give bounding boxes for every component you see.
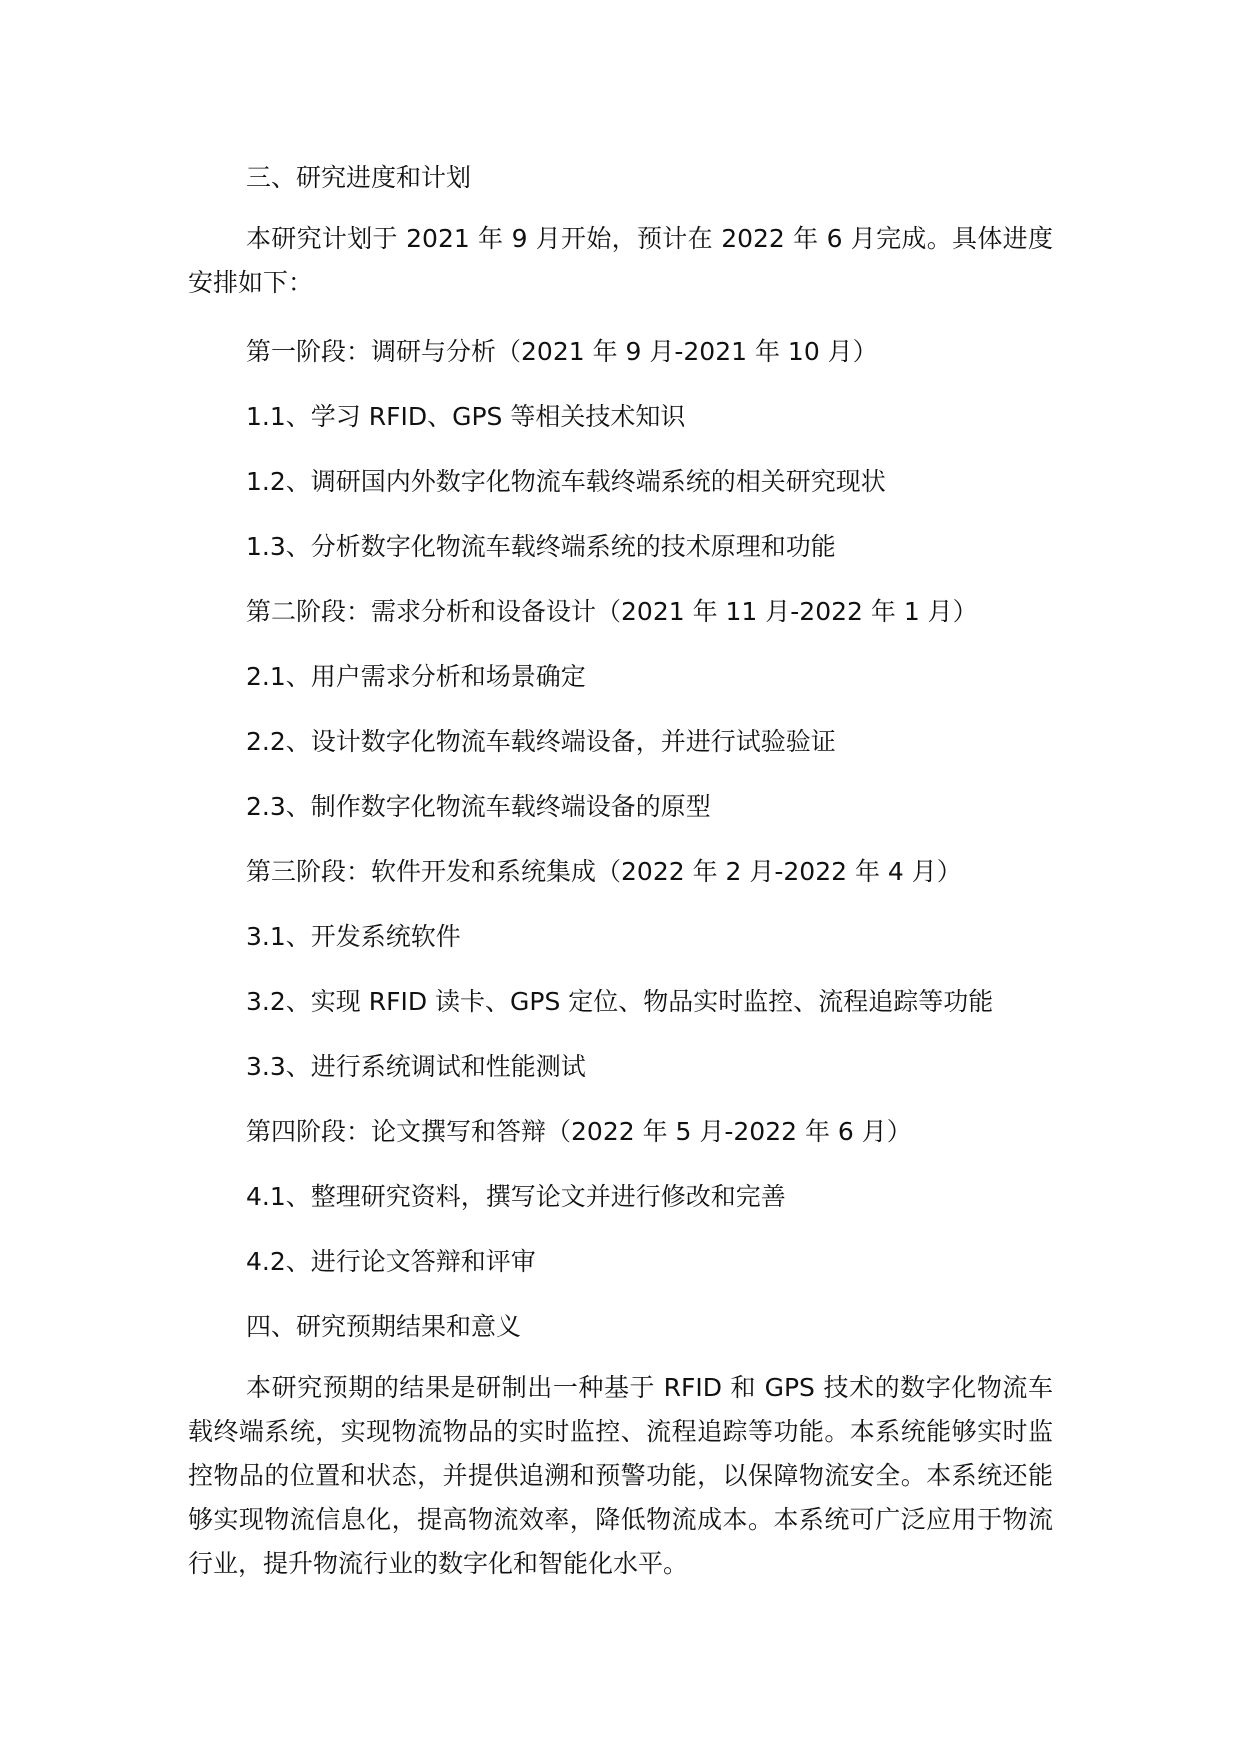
stage-2-item-3: 2.3、制作数字化物流车载终端设备的原型 [246,792,711,821]
stage-3-item-1: 3.1、开发系统软件 [246,922,461,951]
stage-4-item-2: 4.2、进行论文答辩和评审 [246,1247,536,1276]
stage-3-item-3: 3.3、进行系统调试和性能测试 [246,1052,586,1081]
stage-4-item-1: 4.1、整理研究资料，撰写论文并进行修改和完善 [246,1182,786,1211]
stage-3-title: 第三阶段：软件开发和系统集成（2022 年 2 月-2022 年 4 月） [246,857,962,886]
stage-1-item-1: 1.1、学习 RFID、GPS 等相关技术知识 [246,402,686,431]
stage-1-title: 第一阶段：调研与分析（2021 年 9 月-2021 年 10 月） [246,337,878,366]
stage-2-title: 第二阶段：需求分析和设备设计（2021 年 11 月-2022 年 1 月） [246,597,978,626]
stage-2-item-1: 2.1、用户需求分析和场景确定 [246,662,586,691]
stage-4-title: 第四阶段：论文撰写和答辩（2022 年 5 月-2022 年 6 月） [246,1117,912,1146]
document-body [188,152,1053,1586]
stage-3-item-2: 3.2、实现 RFID 读卡、GPS 定位、物品实时监控、流程追踪等功能 [246,987,994,1016]
section-heading-expected-results: 四、研究预期结果和意义 [246,1312,522,1341]
stage-1-item-3: 1.3、分析数字化物流车载终端系统的技术原理和功能 [246,532,836,561]
stage-2-item-2: 2.2、设计数字化物流车载终端设备，并进行试验验证 [246,727,836,756]
section-heading-progress: 三、研究进度和计划 [246,163,472,192]
progress-intro-paragraph: 本研究计划于 2021 年 9 月开始，预计在 2022 年 6 月完成。具体进度安排如下： [188,224,1053,297]
expected-results-paragraph: 本研究预期的结果是研制出一种基于 RFID 和 GPS 技术的数字化物流车载终端系统，实现物流物品的实时监控、流程追踪等功能。本系统能够实时监控物品的位置和状态，并提供追溯和预警功能，以保障物流安全。本系统还能够实现物流信息化，提高物流效率，降低物流成本。本系统可广泛应用于物流行业，提升物流行业的数字化和智能化水平。 [188,1373,1053,1578]
stage-1-item-2: 1.2、调研国内外数字化物流车载终端系统的相关研究现状 [246,467,886,496]
